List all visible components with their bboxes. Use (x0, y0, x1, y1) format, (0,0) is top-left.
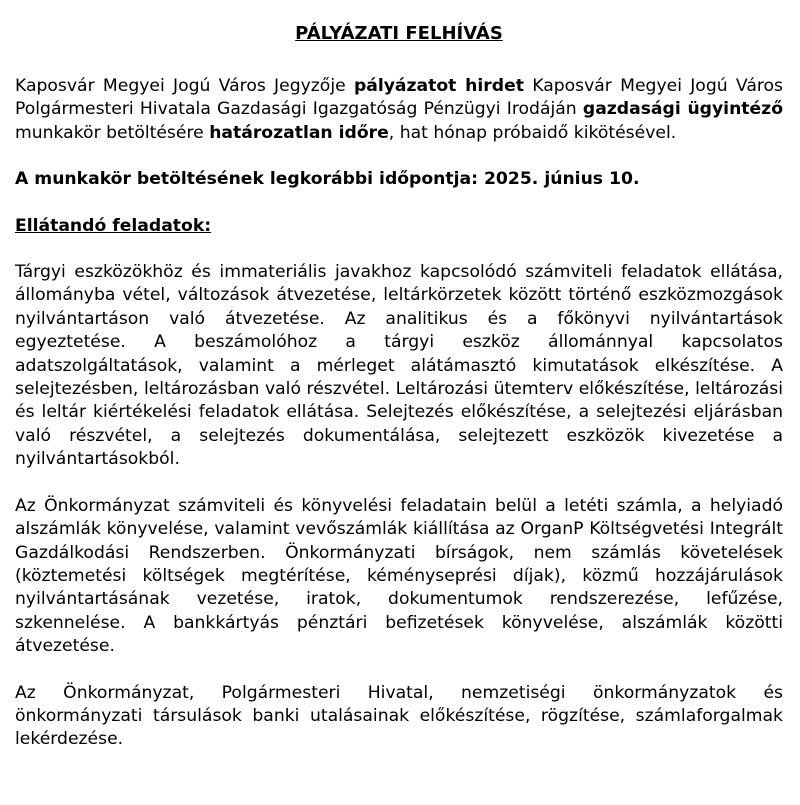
intro-paragraph (15, 75, 783, 145)
intro-text-4: , hat hónap próbaidő kikötésével. (388, 122, 677, 143)
task-paragraph-2: Az Önkormányzat számviteli és könyvelési feladatain belül a letéti számla, a helyiadó alszámlák könyvelése, valamint vevőszámlák kiállítása az OrganP Költségvetési Integrált Gazdálkodási Rendszerben. Önkormányzati bírságok, nem számlás követelések (köztemetési költségek megtérítése, kéményseprési díjak), közmű hozzájárulások nyilvántartásának vezetése, iratok, dokumentumok rendszerezése, lefűzése, szkennelése. A bankkártyás pénztári befizetések könyvelése, alszámlák közötti átvezetése. (15, 495, 783, 657)
intro-bold-3: határozatlan időre (209, 122, 389, 143)
intro-bold-1: pályázatot hirdet (353, 76, 524, 96)
start-date-line: A munkakör betöltésének legkorábbi időpontja: 2025. június 10. (15, 169, 640, 190)
intro-text-1: Kaposvár Megyei Jogú Város Jegyzője (15, 76, 354, 96)
intro-text-3: munkakör betöltésére (15, 122, 210, 143)
document-title: PÁLYÁZATI FELHÍVÁS (295, 23, 503, 44)
task-paragraph-1: Tárgyi eszközökhöz és immateriális javakhoz kapcsolódó számviteli feladatok ellátása, állományba vétel, változások átvezetése, leltárkörzetek között történő eszközmozgások nyilvántartáson való átvezetése. Az analitikus és a főkönyvi nyilvántartások egyeztetése. A beszámolóhoz a tárgyi eszköz állománnyal kapcsolatos adatszolgáltatások, valamint a mérleget alátámasztó kimutatások elkészítése. A selejtezésben, leltározásban való részvétel. Leltározási ütemterv előkészítése, leltározási és leltár kiértékelési feladatok ellátása. Selejtezés előkészítése, a selejtezési eljárásban való részvétel, a selejtezés dokumentálása, selejtezett eszközök kivezetése a nyilvántartásokból. (15, 262, 783, 470)
task-paragraph-3: Az Önkormányzat, Polgármesteri Hivatal, nemzetiségi önkormányzatok és önkormányzati társulások banki utalásainak előkészítése, rögzítése, számlaforgalmak lekérdezése. (15, 682, 783, 750)
intro-bold-2: gazdasági ügyintéző (582, 99, 783, 120)
intro-text-2: Kaposvár Megyei Jogú Város Polgármesteri Hivatala Gazdasági Igazgatóság Pénzügyi Irodáján (15, 76, 784, 120)
tasks-heading: Ellátandó feladatok: (15, 215, 212, 236)
document-page (15, 22, 783, 775)
